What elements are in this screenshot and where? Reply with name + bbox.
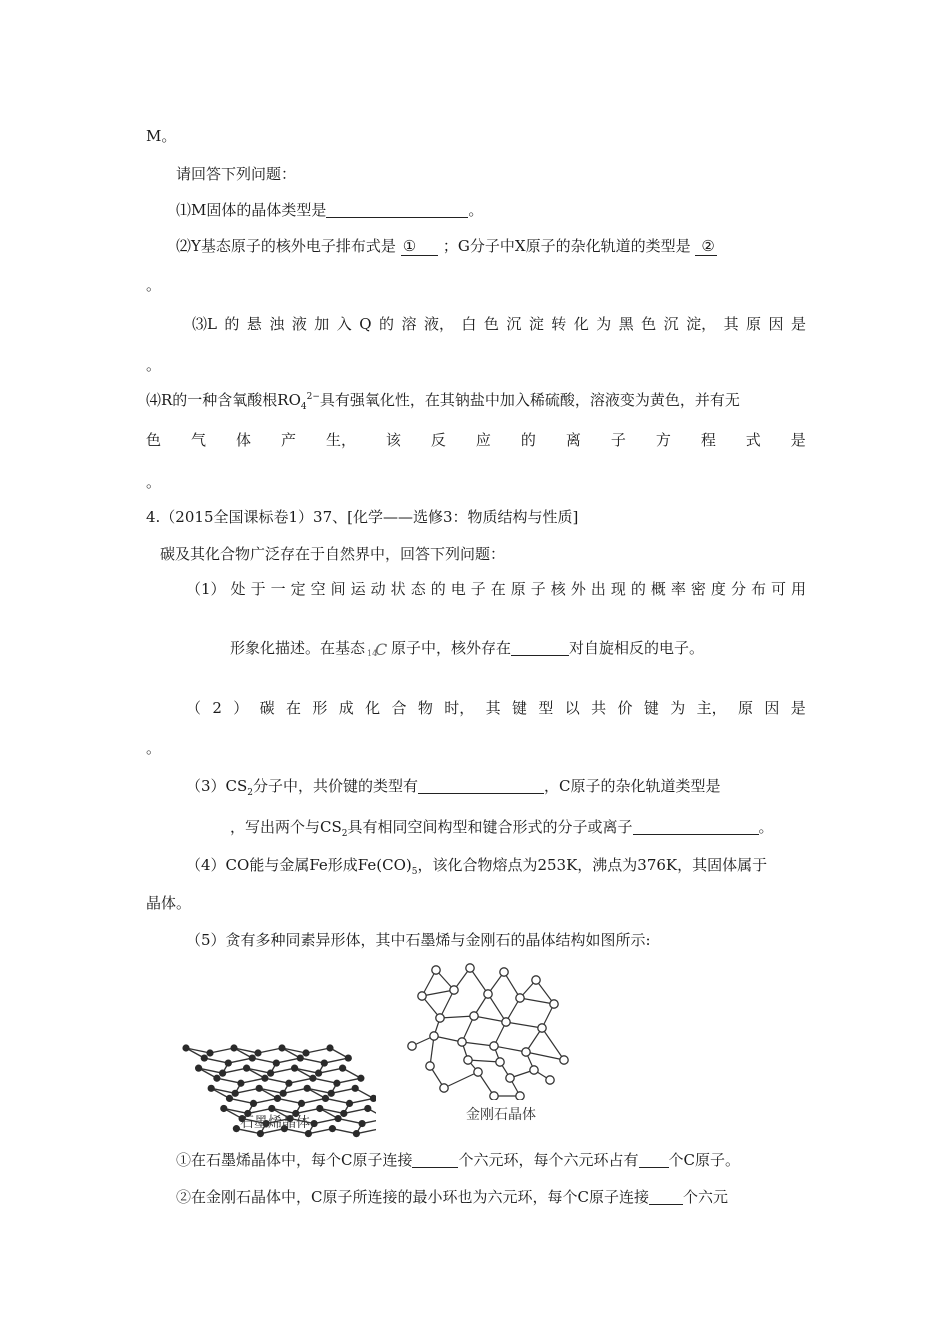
carbon-atom [195,1065,202,1072]
bond-line [302,1098,326,1103]
text-char: 碳 [259,699,275,717]
diamond-structure-figure [404,960,576,1100]
text-char: 可 [770,580,786,598]
text-char: 的 [430,580,446,598]
carbon-atom [346,1100,353,1107]
carbon-atom [500,968,508,976]
text-char: 合 [391,699,407,717]
text-char: 物 [417,699,433,717]
carbon-atom [302,1049,309,1056]
text-char: 度 [710,580,726,598]
answer-blank[interactable] [418,777,544,794]
carbon-atom [326,1044,333,1051]
text-char: 电 [450,580,466,598]
carbon-atom [353,1130,360,1137]
text-char: 沉 [506,315,522,333]
carbon-atom [278,1044,285,1051]
q4-sub4-text: （4）CO能与金属Fe形成Fe(CO) [186,856,412,874]
text-char: 在 [490,580,506,598]
text-char: 程 [700,431,716,449]
text-char: 于 [250,580,266,598]
carbon-atom [538,1024,546,1032]
carbon-atom [316,1105,323,1112]
carbon-atom [340,1110,347,1117]
q4-intro: 碳及其化合物广泛存在于自然界中，回答下列问题： [160,545,506,563]
q3-part2-text: ⑵Y基态原子的核外电子排布式是 [176,237,396,255]
text-char: 一 [270,580,286,598]
q4-sub3-text3: ，C原子的杂化轨道类型是 [544,777,721,795]
carbon-atom [530,1066,538,1074]
carbon-atom [230,1044,237,1051]
carbon-atom [201,1054,208,1061]
text-char: 离 [565,431,581,449]
bond-line [228,1058,252,1063]
text-char: 键 [512,699,528,717]
carbon-atom [304,1085,311,1092]
text-char: 处 [230,580,246,598]
text-char: 原 [510,580,526,598]
carbon-atom [220,1105,227,1112]
bond-line [241,1078,265,1083]
bond-line [332,1129,356,1134]
text-char: 定 [290,580,306,598]
carbon-atom [430,1032,438,1040]
bond-line [217,1078,241,1083]
text-char: 悬 [246,315,262,333]
text-char: 在 [286,699,302,717]
q4-sub3-line2 [230,817,774,837]
q3-part3 [192,314,806,334]
text-char: 沉 [663,315,679,333]
text-char: 溶 [401,315,417,333]
text-char: 率 [670,580,686,598]
q3-part4 [146,390,740,410]
text-char: 的 [224,315,240,333]
text-char: 子 [610,431,626,449]
carbon-atom [408,1042,416,1050]
text-char: 动 [370,580,386,598]
carbon-atom [550,1000,558,1008]
text-char: 形 [312,699,328,717]
bond-line [223,1068,247,1073]
isotope-symbol: C [375,640,388,659]
text-char: 成 [338,699,354,717]
text-char: 型 [538,699,554,717]
carbon-atom [426,1062,434,1070]
carbon-atom [225,1059,232,1066]
text-char: 布 [750,580,766,598]
carbon-atom [466,964,474,972]
q3-part2 [176,236,717,256]
carbon-atom [418,992,426,1000]
bond-line [306,1048,330,1053]
carbon-atom [226,1095,233,1102]
carbon-atom [345,1054,352,1061]
bond-line [326,1098,350,1103]
q4-sub5-question-a [176,1150,740,1170]
bond-line [542,1028,564,1060]
carbon-atom [274,1095,281,1102]
text-char: 子 [530,580,546,598]
text-char: 是 [790,431,806,449]
text-char: 2 [212,699,222,717]
q3-part1-end: 。 [468,201,484,219]
carbon-atom [490,1092,498,1100]
q3-part2-text2: ；G分子中X原子的杂化轨道的类型是 [442,237,691,255]
text-char: 键 [643,699,659,717]
carbon-atom [315,1070,322,1077]
carbon-atom [357,1075,364,1082]
text-char: 出 [590,580,606,598]
text-char: 液 [291,315,307,333]
text-char: ） [233,699,249,717]
bond-line [300,1058,324,1063]
carbon-atom [208,1085,215,1092]
carbon-atom [506,1074,514,1082]
answer-blank-1[interactable]: ① [401,237,438,256]
carbon-atom [352,1085,359,1092]
text-char: 应 [475,431,491,449]
text-char: 式 [745,431,761,449]
q4-sub1-line2 [230,638,704,658]
q4-sub1-text2: 原子中，核外存在 [391,639,512,657]
carbon-atom [232,1090,239,1097]
bond-line [444,1072,478,1088]
carbon-atom [560,1056,568,1064]
bond-line [258,1048,282,1053]
bond-line [278,1098,302,1103]
text-char: Q [359,315,372,333]
fragment-m: M。 [146,127,177,145]
q4-sub3-sub: 2 [247,788,254,798]
carbon-atom [490,1042,498,1050]
text-char: 的 [630,580,646,598]
text-char: 是 [790,699,806,717]
q4-sub4 [186,855,767,875]
carbon-atom [267,1070,274,1077]
text-char: 主， [696,699,727,717]
q4-sub2 [186,698,806,718]
bond-line [338,1119,362,1124]
bond-line [344,1108,368,1113]
q3-part2-end: 。 [146,276,162,294]
q4-sub1-text3: 对自旋相反的电子。 [569,639,705,657]
bond-line [506,1022,542,1028]
text-char: 黑 [618,315,634,333]
text-char: 色 [483,315,499,333]
q4-sub3-line2-text: ，写出两个与CS [230,818,342,836]
q4-sub3-text2: 分子中，共价键的类型有 [253,777,419,795]
text-char: 化 [365,699,381,717]
carbon-atom [364,1105,371,1112]
text-char: 其 [723,315,739,333]
text-char: 原 [746,315,762,333]
bond-line [319,1068,343,1073]
answer-blank-2[interactable]: ② [695,237,716,256]
answer-blank[interactable] [511,639,569,656]
answer-blank[interactable] [326,201,468,218]
q4-sub2-end: 。 [146,739,162,757]
carbon-atom [432,966,440,974]
q4-sub1 [186,579,806,599]
text-char: 时， [444,699,475,717]
carbon-atom [440,1084,448,1092]
carbon-atom [273,1059,280,1066]
carbon-atom [237,1080,244,1087]
bond-line [474,1016,506,1022]
carbon-atom [297,1054,304,1061]
text-char: 因 [768,315,784,333]
q4-sub5-a-text3: 个C原子。 [668,1151,740,1169]
bond-line [271,1068,295,1073]
q3-part4-sup: 2− [306,392,320,402]
carbon-atom [285,1080,292,1087]
text-char: 化 [573,315,589,333]
carbon-atom [298,1100,305,1107]
text-char: 现 [610,580,626,598]
q4-sub4-text2: ，该化合物熔点为253K，沸点为376K，其固体属于 [417,856,768,874]
carbon-atom [182,1044,189,1051]
carbon-atom [532,976,540,984]
q3-intro: 请回答下列问题： [176,165,297,183]
q4-sub4-line2: 晶体。 [146,894,192,912]
q4-sub5-question-b [176,1187,728,1207]
carbon-atom [291,1065,298,1072]
text-char: 间 [330,580,346,598]
answer-blank[interactable] [412,1151,458,1168]
q4-sub3-line2-text2: 具有相同空间构型和键合形式的分子或离子 [347,818,633,836]
carbon-atom [484,990,492,998]
bond-line [283,1088,307,1093]
text-char: 液， [423,315,454,333]
text-char: 白 [461,315,477,333]
graphene-caption: 石墨烯晶体 [240,1115,310,1131]
text-char: 共 [591,699,607,717]
bond-line [440,1016,474,1018]
bond-line [350,1098,374,1103]
answer-blank[interactable] [649,1188,683,1205]
bond-line [324,1058,348,1063]
carbon-atom [516,1092,524,1100]
q3-part4-text2: 具有强氧化性，在其钠盐中加入稀硫酸，溶液变为黄色，并有无 [319,391,740,409]
q4-sub4-sub: 5 [411,867,418,877]
carbon-atom [250,1100,257,1107]
bond-line [314,1119,338,1124]
carbon-atom [333,1080,340,1087]
answer-blank[interactable] [639,1151,669,1168]
bond-line [494,1046,526,1052]
carbon-atom [328,1090,335,1097]
text-char: 加 [314,315,330,333]
carbon-atom [474,1068,482,1076]
carbon-atom [436,1014,444,1022]
bond-line [337,1078,361,1083]
carbon-atom [311,1120,318,1127]
bond-line [422,990,454,996]
bond-line [331,1088,355,1093]
carbon-atom [359,1120,366,1127]
answer-blank[interactable] [633,818,759,835]
q4-header: 4.（2015全国课标卷1）37、[化学——选修3：物质结构与性质] [146,508,579,526]
carbon-atom [322,1095,329,1102]
text-char: 为 [596,315,612,333]
text-char: 入 [336,315,352,333]
text-char: 以 [564,699,580,717]
carbon-atom [261,1075,268,1082]
text-char: 体 [235,431,251,449]
q3-part4-text: ⑷R的一种含氧酸根RO [146,391,301,409]
carbon-atom [450,986,458,994]
text-char: 价 [617,699,633,717]
text-char: ⑶L [192,315,217,333]
text-char: 的 [379,315,395,333]
carbon-atom [280,1090,287,1097]
carbon-atom [321,1059,328,1066]
text-char: 态 [410,580,426,598]
text-char: 用 [790,580,806,598]
bond-line [210,1048,234,1053]
text-char: 方 [655,431,671,449]
text-char: 密 [690,580,706,598]
bond-line [313,1078,337,1083]
q3-part4-end: 。 [146,473,162,491]
q4-sub5-a-text: ①在石墨烯晶体中，每个C原子连接 [176,1151,413,1169]
text-char: 淀 [528,315,544,333]
carbon-atom [243,1065,250,1072]
text-char: （ [186,699,202,717]
text-char: 分 [730,580,746,598]
text-char: 概 [650,580,666,598]
q4-sub5-a-text2: 个六元环，每个六元环占有 [458,1151,639,1169]
q4-sub1-text: 形象化描述。在基态 [230,639,366,657]
carbon-atom [464,1056,472,1064]
text-char: 空 [310,580,326,598]
text-char: 因 [764,699,780,717]
text-char: 原 [738,699,754,717]
text-char: 核 [550,580,566,598]
q3-part4-line2 [146,430,806,450]
text-char: 为 [670,699,686,717]
q4-sub5-b-text: ②在金刚石晶体中，C原子所连接的最小环也为六元环，每个C原子连接 [176,1188,649,1206]
text-char: 产 [280,431,296,449]
carbon-atom [219,1070,226,1077]
q4-sub3-line2-end: 。 [758,818,774,836]
carbon-atom [256,1085,263,1092]
text-char: 运 [350,580,366,598]
carbon-atom [268,1105,275,1112]
text-char: 状 [390,580,406,598]
carbon-atom [370,1095,376,1102]
carbon-atom [496,1058,504,1066]
bond-line [230,1098,254,1103]
carbon-atom [206,1049,213,1056]
text-char: 浊 [269,315,285,333]
text-char: 反 [430,431,446,449]
bond-line [488,994,506,1022]
bond-line [204,1058,228,1063]
carbon-atom [233,1125,240,1132]
bond-line [526,1052,564,1060]
q4-sub5-b-text2: 个六元 [682,1188,728,1206]
carbon-atom [254,1049,261,1056]
carbon-atom [470,1012,478,1020]
q4-sub5: （5）贪有多种同素异形体，其中石墨烯与金刚石的晶体结构如图所示: [186,931,651,949]
text-char: 转 [551,315,567,333]
carbon-atom [502,1018,510,1026]
text-char: 淀， [686,315,717,333]
text-char: 气 [190,431,206,449]
carbon-atom [339,1065,346,1072]
q4-sub3-text: （3）CS [186,777,248,795]
q3-part4-sub: 4 [300,402,307,412]
text-char: 其 [485,699,501,717]
text-char: 该 [385,431,401,449]
q4-sub3 [186,776,721,796]
bond-line [520,998,554,1004]
bond-line [308,1129,332,1134]
carbon-atom [213,1075,220,1082]
text-char: 子 [470,580,486,598]
bond-line [235,1088,259,1093]
carbon-atom [249,1054,256,1061]
carbon-atom [309,1075,316,1082]
diamond-caption: 金刚石晶体 [466,1107,536,1123]
bond-line [289,1078,313,1083]
carbon-isotope [365,638,391,658]
text-char: 的 [520,431,536,449]
carbon-atom [546,1076,554,1084]
bond-line [254,1098,278,1103]
carbon-atom [329,1125,336,1132]
q3-part1 [176,200,483,220]
q3-part3-end: 。 [146,356,162,374]
isotope-mass: 14 [367,649,378,658]
bond-line [265,1078,289,1083]
q4-sub3-line2-sub: 2 [341,829,348,839]
bond-line [252,1058,276,1063]
text-char: 色 [146,431,162,449]
carbon-atom [522,1048,530,1056]
carbon-atom [335,1115,342,1122]
text-char: 生， [325,431,356,449]
carbon-atom [516,994,524,1002]
q3-part1-text: ⑴M固体的晶体类型是 [176,201,327,219]
bond-line [276,1058,300,1063]
text-char: （1） [186,580,226,598]
text-char: 色 [641,315,657,333]
text-char: 是 [790,315,806,333]
carbon-atom [458,1038,466,1046]
text-char: 外 [570,580,586,598]
